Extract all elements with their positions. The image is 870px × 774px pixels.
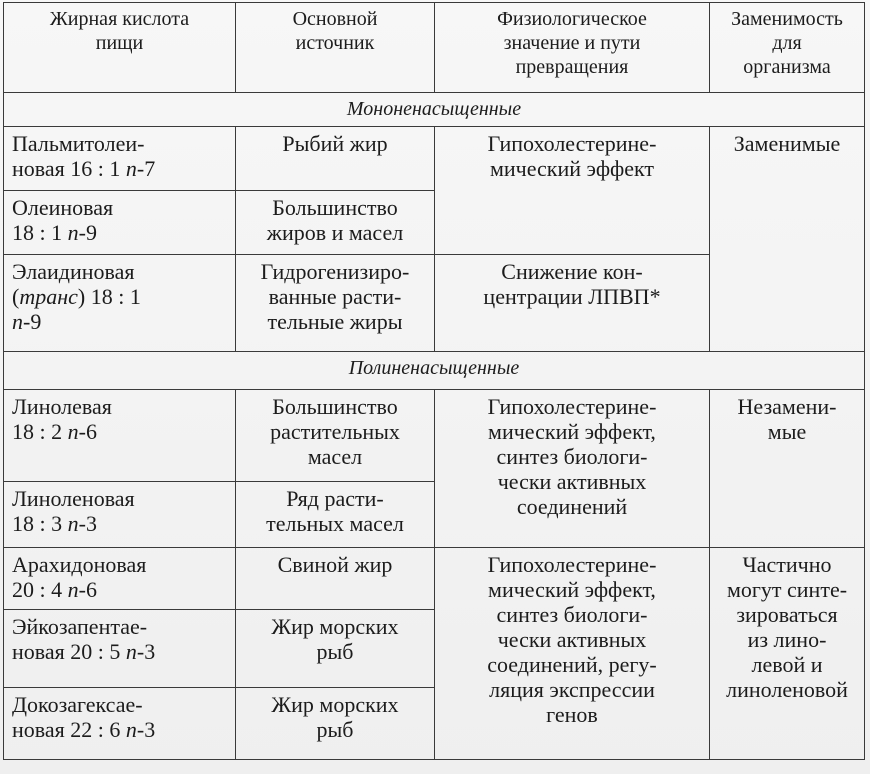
header-substitutability: Заменимость для организма [710,3,865,93]
section-title-mono: Мононенасыщенные [4,93,865,127]
acid-name [4,548,236,610]
acid-source: Рыбий жир [236,127,435,191]
acid-role: Снижение кон- центрации ЛПВП* [435,255,710,352]
acid-source: Гидрогенизиро- ванные расти- тельные жиры [236,255,435,352]
acid-n: n [67,577,79,602]
acid-tail: -9 [78,220,97,245]
acid-tail: -6 [78,419,97,444]
header-source: Основной источник [236,3,435,93]
acid-name [4,127,236,191]
acid-tail: -6 [78,577,97,602]
acid-main: Линолевая 18 : 2 [12,394,112,444]
acid-n: n [67,220,79,245]
section-title-poly: Полиненасыщенные [4,352,865,390]
header-role: Физиологическое значение и пути превращения [435,3,710,93]
acid-role: Гипохолестерине- мический эффект [435,127,710,255]
acid-name [4,688,236,760]
acid-n: n [125,639,137,664]
acid-substitutability: Незамени- мые [710,390,865,548]
acid-main: Линоленовая 18 : 3 [12,486,135,536]
acid-tail: -3 [136,639,156,664]
acid-n: n [67,511,79,536]
acid-trans: транс [19,284,78,309]
section-row-mono [4,93,865,127]
acid-tail: -7 [136,156,156,181]
table-row [4,390,865,482]
acid-name [4,390,236,482]
acid-n: n [12,309,23,334]
acid-name [4,255,236,352]
acid-substitutability: Частично могут синте- зироваться из лино- левой и линоленовой [710,548,865,760]
header-acid: Жирная кислота пищи [4,3,236,93]
section-row-poly [4,352,865,390]
fatty-acid-table [3,2,865,760]
acid-source: Большинство растительных масел [236,390,435,482]
acid-tail: -3 [136,717,156,742]
acid-name [4,610,236,688]
acid-tail: -3 [78,511,97,536]
acid-main: Эйкозапентае- новая 20 : 5 [12,614,148,664]
acid-substitutability: Заменимые [710,127,865,352]
acid-n: n [125,156,137,181]
acid-role: Гипохолестерине- мический эффект, синтез биологи- чески активных соединений [435,390,710,548]
acid-main: Арахидоновая 20 : 4 [12,552,147,602]
acid-name [4,191,236,255]
acid-role: Гипохолестерине- мический эффект, синтез биологи- чески активных соединений, регу- ляция экспрессии генов [435,548,710,760]
acid-main: Элаидиновая ( [12,259,135,309]
acid-main: Пальмитолеи- новая 16 : 1 [12,131,145,181]
acid-tail: -9 [23,309,42,334]
acid-source: Свиной жир [236,548,435,610]
acid-mid: ) 18 : 1 [77,284,141,309]
acid-source: Жир морских рыб [236,610,435,688]
acid-source: Ряд расти- тельных масел [236,482,435,548]
acid-n: n [67,419,79,444]
table-row [4,548,865,610]
acid-main: Олеиновая 18 : 1 [12,195,114,245]
acid-source: Жир морских рыб [236,688,435,760]
acid-name [4,482,236,548]
table-row [4,127,865,191]
acid-source: Большинство жиров и масел [236,191,435,255]
acid-main: Докозагексае- новая 22 : 6 [12,692,143,742]
acid-n: n [125,717,137,742]
header-row [4,3,865,93]
